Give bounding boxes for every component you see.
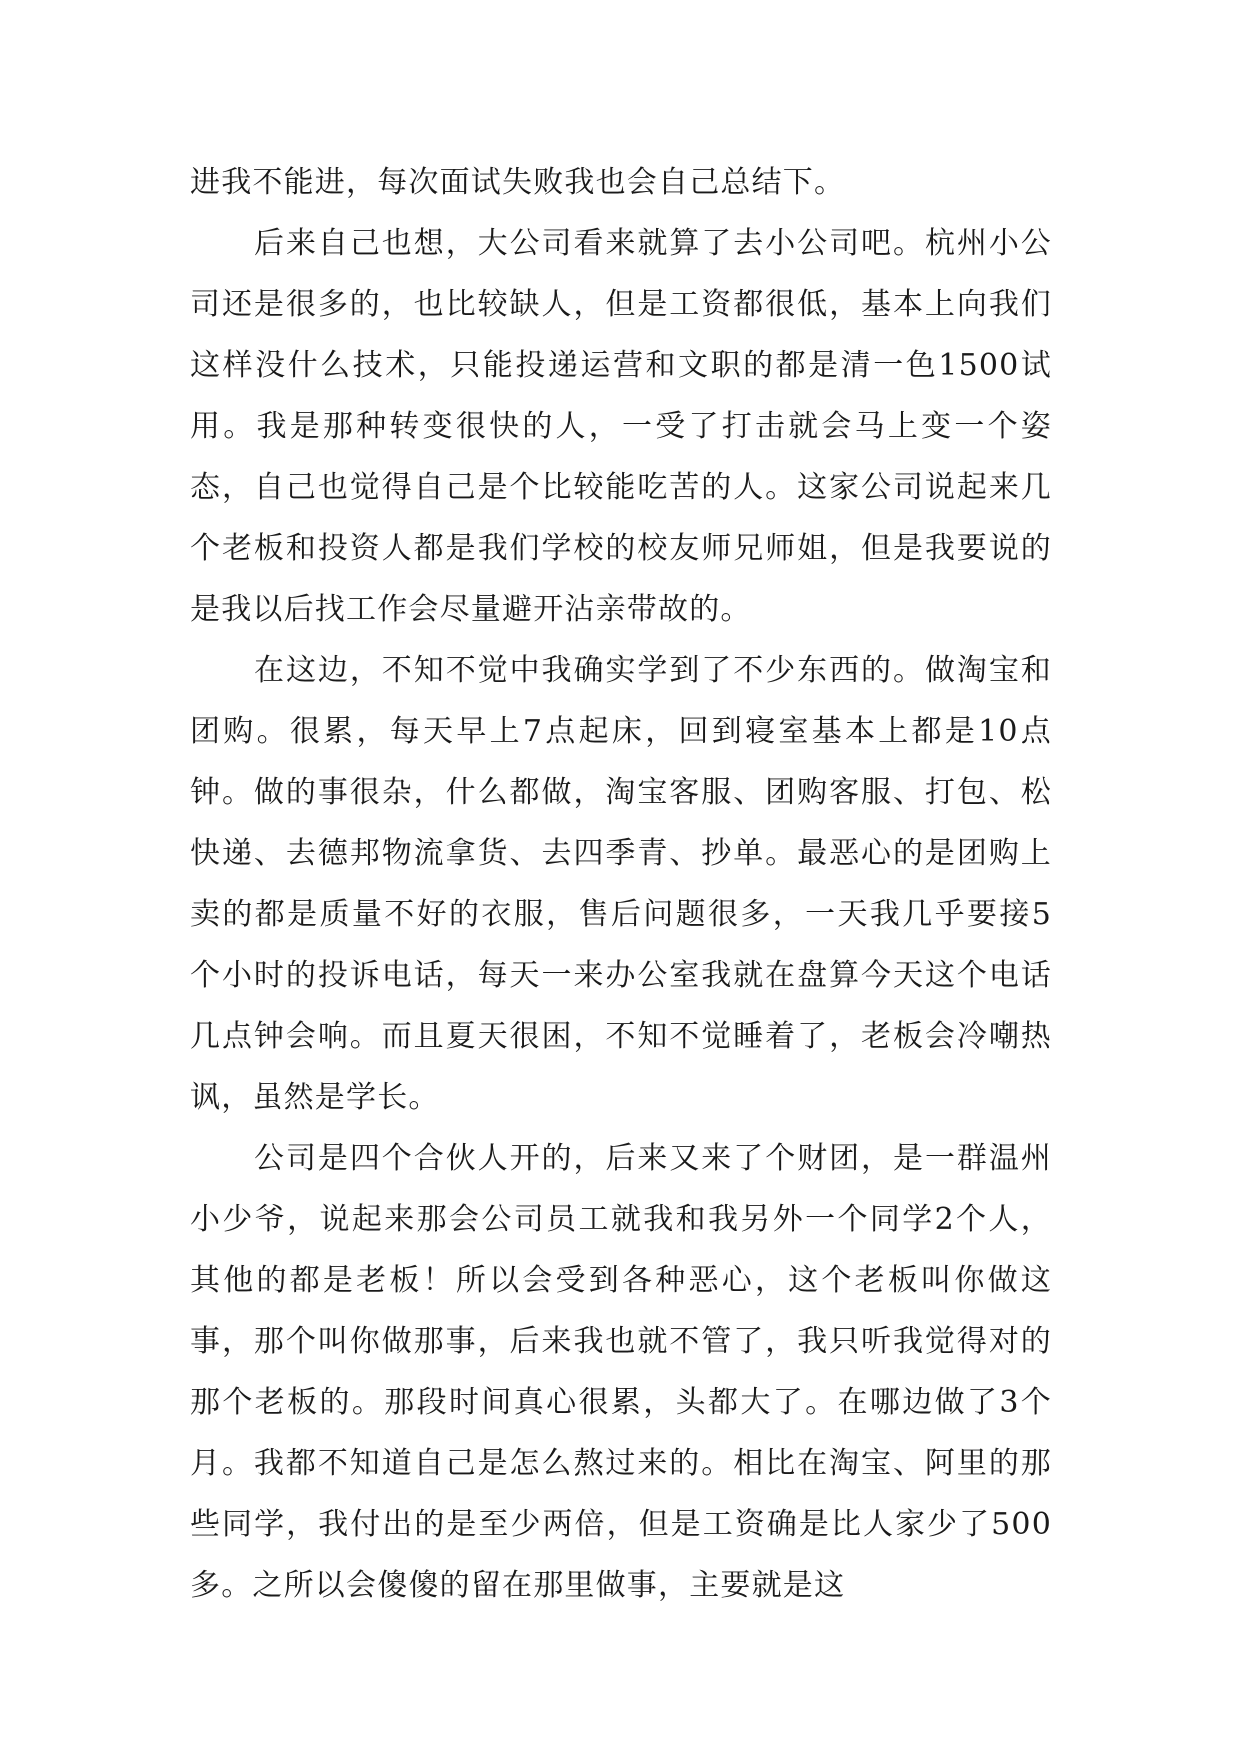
paragraph-partners: 公司是四个合伙人开的，后来又来了个财团，是一群温州小少爷，说起来那会公司员工就我和我另外一个同学2个人，其他的都是老板！所以会受到各种恶心，这个老板叫你做这事，那个叫你做那事，后来我也就不管了，我只听我觉得对的那个老板的。那段时间真心很累，头都大了。在哪边做了3个月。我都不知道自己是怎么熬过来的。相比在淘宝、阿里的那些同学，我付出的是至少两倍，但是工资确是比人家少了500多。之所以会傻傻的留在那里做事，主要就是这: [190, 1141, 1052, 1603]
paragraph-continuation: 进我不能进，每次面试失败我也会自己总结下。: [190, 165, 846, 200]
document-body: [190, 152, 1052, 1616]
paragraph-small-company: 后来自己也想，大公司看来就算了去小公司吧。杭州小公司还是很多的，也比较缺人，但是工资都很低，基本上向我们这样没什么技术，只能投递运营和文职的都是清一色1500试用。我是那种转变很快的人，一受了打击就会马上变一个姿态，自己也觉得自己是个比较能吃苦的人。这家公司说起来几个老板和投资人都是我们学校的校友师兄师姐，但是我要说的是我以后找工作会尽量避开沾亲带故的。: [190, 226, 1052, 627]
paragraph-work-experience: 在这边，不知不觉中我确实学到了不少东西的。做淘宝和团购。很累，每天早上7点起床，回到寝室基本上都是10点钟。做的事很杂，什么都做，淘宝客服、团购客服、打包、松快递、去德邦物流拿货、去四季青、抄单。最恶心的是团购上卖的都是质量不好的衣服，售后问题很多，一天我几乎要接5个小时的投诉电话，每天一来办公室我就在盘算今天这个电话几点钟会响。而且夏天很困，不知不觉睡着了，老板会冷嘲热讽，虽然是学长。: [190, 653, 1052, 1115]
